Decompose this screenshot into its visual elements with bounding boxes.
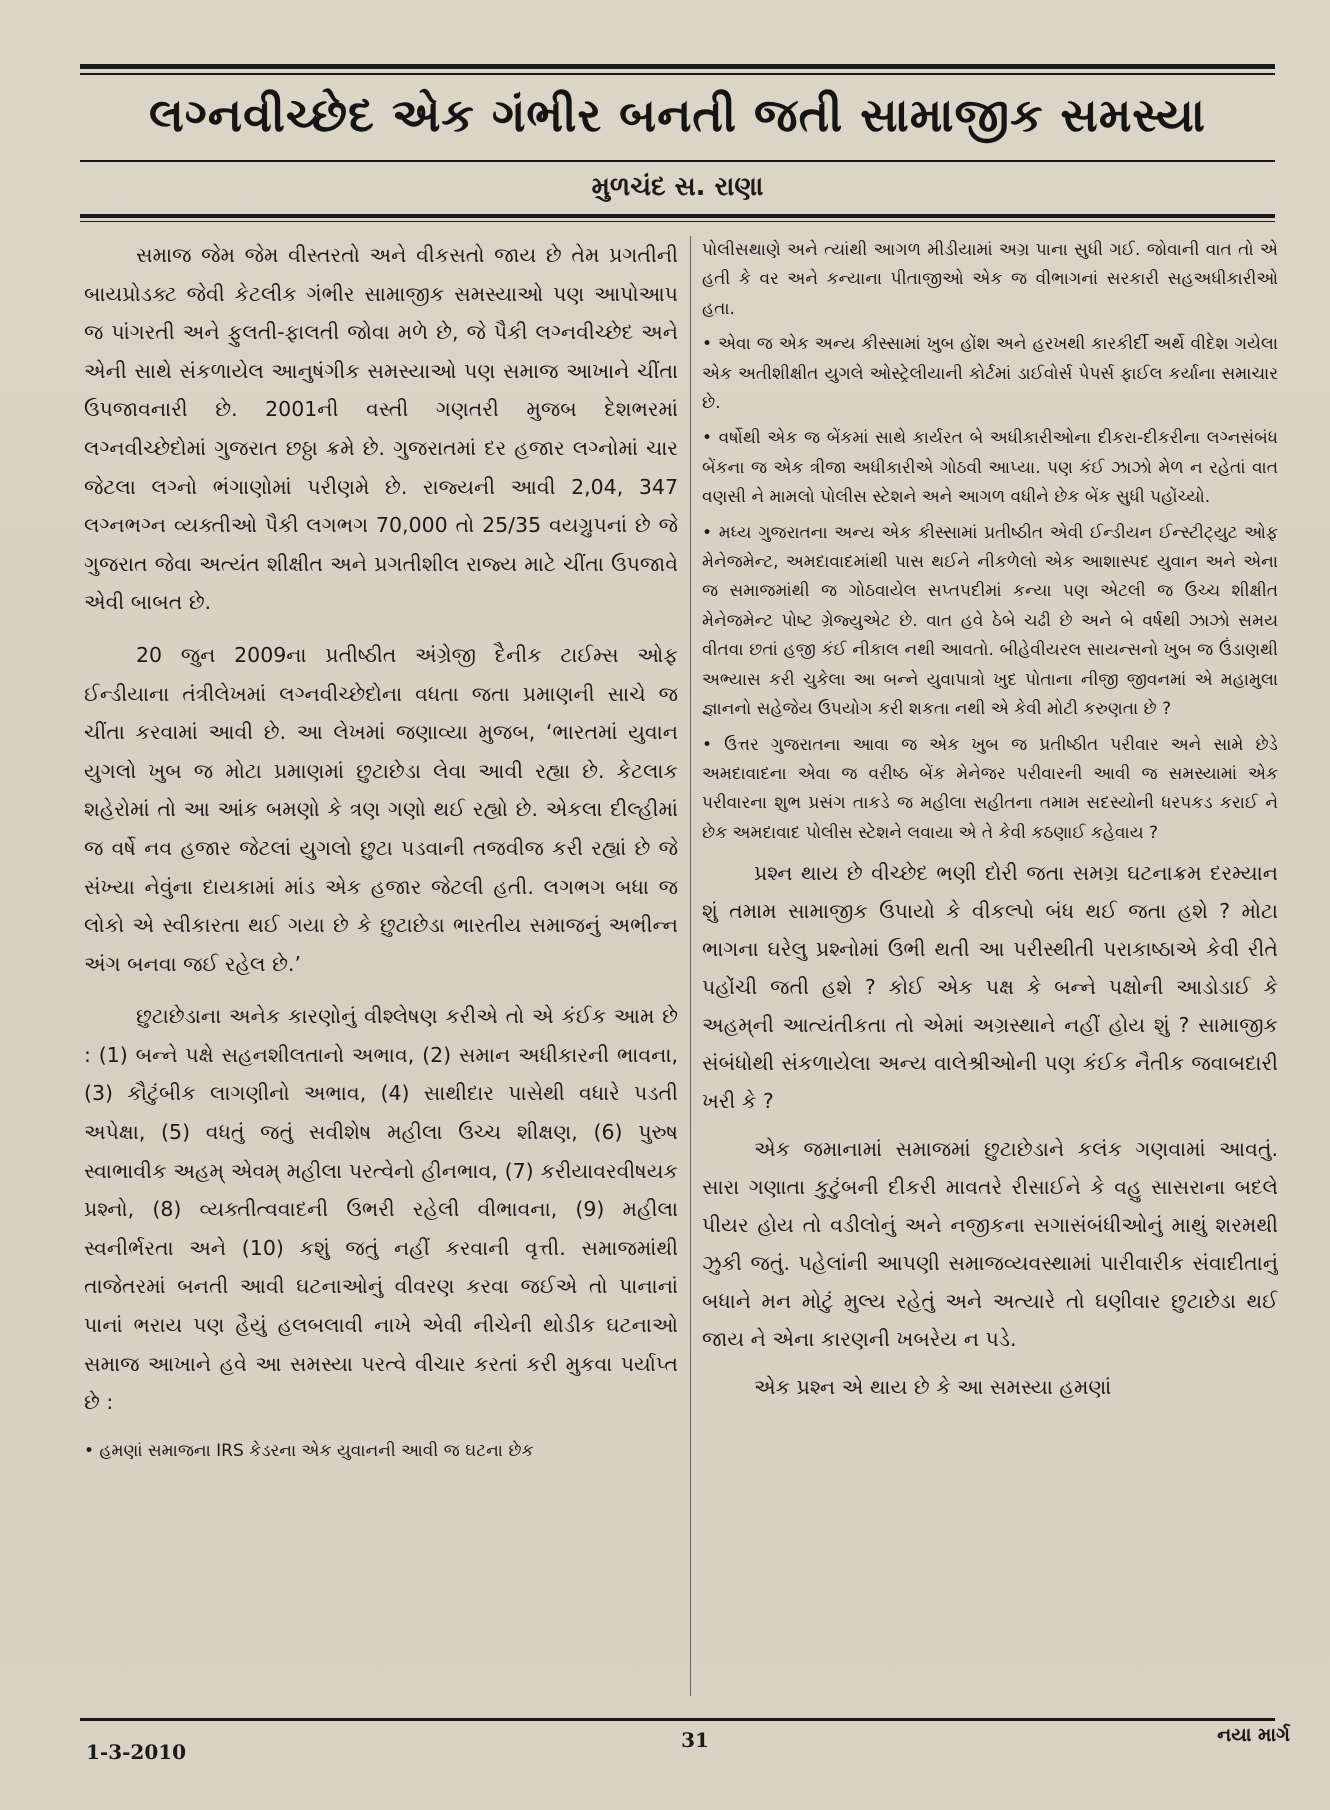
column-divider bbox=[690, 236, 691, 1696]
author-rule-thin bbox=[80, 221, 1275, 222]
author-rule-thick bbox=[80, 214, 1275, 218]
left-paragraph-1: સમાજ જેમ જેમ વીસ્તરતો અને વીકસતો જાય છે તેમ પ્રગતીની બાયપ્રોડક્ટ જેવી કેટલીક ગંભીર સામાજીક સમસ્યાઓ પણ આપોઆપ જ પાંગરતી અને ફુલતી-ફાલતી જોવા મળે છે, જે પૈકી લગ્નવીચ્છેદ અને એની સાથે સંકળાયેલ આનુષંગીક સમસ્યાઓ પણ સમાજ આખાને ચીંતા ઉપજાવનારી છે. 2001ની વસ્તી ગણતરી મુજબ દેશભરમાં લગ્નવીચ્છેદોમાં ગુજરાત છઠ્ઠા ક્રમે છે. ગુજરાતમાં દર હજાર લગ્નોમાં ચાર જેટલા લગ્નો ભંગાણોમાં પરીણમે છે. રાજ્યની આવી 2,04, 347 લગ્નભગ્ન વ્યક્તીઓ પૈકી લગભગ 70,000 તો 25/35 વયગ્રુપનાં છે જે ગુજરાત જેવા અત્યંત શીક્ષીત અને પ્રગતીશીલ રાજ્ય માટે ચીંતા ઉપજાવે એવી બાબત છે. bbox=[84, 243, 678, 615]
left-column bbox=[84, 236, 678, 1702]
top-rule-thin bbox=[80, 73, 1275, 75]
magazine-name: નયા માર્ગ bbox=[1217, 1724, 1290, 1746]
right-column bbox=[702, 236, 1278, 1702]
right-paragraph-2: એક જમાનામાં સમાજમાં છુટાછેડાને કલંક ગણવામાં આવતું. સારા ગણાતા કુટુંબની દીકરી માવતરે રીસાઈને કે વહુ સાસરાના બદલે પીયર હોય તો વડીલોનું અને નજીકના સગાસંબંધીઓનું માથું શરમથી ઝુકી જતું. પહેલાંની આપણી સમાજવ્યવસ્થામાં પારીવારીક સંવાદીતાનું બધાને મન મોટું મુલ્ય રહેતું અને અત્યારે તો ઘણીવાર છુટાછેડા થઈ જાય ને એના કારણની ખબરેય ન પડે. bbox=[702, 1137, 1278, 1352]
right-bullet-2: • વર્ષોથી એક જ બેંકમાં સાથે કાર્યરત બે અધીકારીઓના દીકરા-દીકરીના લગ્નસંબંધ બેંકના જ એક ત્રીજા અધીકારીએ ગોઠવી આપ્યા. પણ કંઈ ઝાઝો મેળ ન રહેતાં વાત વણસી ને મામલો પોલીસ સ્ટેશને અને આગળ વધીને છેક બેંક સુધી પહોંચ્યો. bbox=[702, 428, 1278, 508]
right-bullet-4: • ઉત્તર ગુજરાતના આવા જ એક ખુબ જ પ્રતીષ્ઠીત પરીવાર અને સામે છેડે અમદાવાદના એવા જ વરીષ્ઠ બેંક મેનેજર પરીવારની આવી જ સમસ્યામાં એક પરીવારના શુભ પ્રસંગ તાકડે જ મહીલા સહીતના તમામ સદસ્યોની ધરપકડ કરાઈ ને છેક અમદાવાદ પોલીસ સ્ટેશને લવાયા એ તે કેવી કઠણાઈ કહેવાય ? bbox=[702, 734, 1278, 843]
article-title: લગ્નવીચ્છેદ એક ગંભીર બનતી જતી સામાજીક સમસ્યા bbox=[148, 88, 1207, 142]
left-bullet-irs: • હમણાં સમાજના IRS કેડરના એક યુવાનની આવી જ ઘટના છેક bbox=[84, 1440, 534, 1461]
top-rule-thick bbox=[80, 64, 1275, 69]
page-number: 31 bbox=[681, 1728, 709, 1752]
right-bullet-1: • એવા જ એક અન્ય કીસ્સામાં ખુબ હોંશ અને હરખથી કારકીર્દી અર્થે વીદેશ ગયેલા એક અતીશીક્ષીત યુગલે ઓસ્ટ્રેલીયાની કોર્ટમાં ડાઈવોર્સ પેપર્સ ફાઈલ કર્યાના સમાચાર છે. bbox=[702, 334, 1278, 414]
left-paragraph-2: 20 જુન 2009ના પ્રતીષ્ઠીત અંગ્રેજી દૈનીક ટાઈમ્સ ઓફ ઈન્ડીયાના તંત્રીલેખમાં લગ્નવીચ્છેદોના વધતા જતા પ્રમાણની સાચે જ ચીંતા કરવામાં આવી છે. આ લેખમાં જણાવ્યા મુજબ, ‘ભારતમાં યુવાન યુગલો ખુબ જ મોટા પ્રમાણમાં છુટાછેડા લેવા આવી રહ્યા છે. કેટલાક શહેરોમાં તો આ આંક બમણો કે ત્રણ ગણો થઈ રહ્યો છે. એકલા દીલ્હીમાં જ વર્ષે નવ હજાર જેટલાં યુગલો છુટા પડવાની તજવીજ કરી રહ્યાં છે જે સંખ્યા નેવુંના દાયકામાં માંડ એક હજાર જેટલી હતી. લગભગ બધા જ લોકો એ સ્વીકારતા થઈ ગયા છે કે છુટાછેડા ભારતીય સમાજનું અભીન્ન અંગ બનવા જઈ રહેલ છે.’ bbox=[84, 642, 678, 976]
article-author: મુળચંદ સ. રાણા bbox=[591, 172, 764, 202]
right-paragraph-1: પ્રશ્ન થાય છે વીચ્છેદ ભણી દોરી જતા સમગ્ર ઘટનાક્રમ દરમ્યાન શું તમામ સામાજીક ઉપાયો કે વીકલ્પો બંધ થઈ જતા હશે ? મોટા ભાગના ઘરેલુ પ્રશ્નોમાં ઉભી થતી આ પરીસ્થીતી પરાકાષ્ઠાએ કેવી રીતે પહોંચી જતી હશે ? કોઈ એક પક્ષ કે બન્ને પક્ષોની આડોડાઈ કે અહમ્‌ની આત્યંતીકતા તો એમાં અગ્રસ્થાને નહીં હોય શું ? સામાજીક સંબંધોથી સંકળાયેલા અન્ય વાલેશ્રીઓની પણ કંઈક નૈતીક જવાબદારી ખરી કે ? bbox=[702, 861, 1278, 1114]
bottom-rule bbox=[80, 1718, 1275, 1721]
right-paragraph-3: એક પ્રશ્ન એ થાય છે કે આ સમસ્યા હમણાં bbox=[754, 1375, 1112, 1400]
issue-date: 1-3-2010 bbox=[86, 1740, 187, 1764]
right-lead-text: પોલીસથાણે અને ત્યાંથી આગળ મીડીયામાં અગ્ર પાના સુધી ગઈ. જોવાની વાત તો એ હતી કે વર અને કન્યાના પીતાજીઓ એક જ વીભાગનાં સરકારી સહઅધીકારીઓ હતા. bbox=[702, 240, 1278, 319]
title-rule bbox=[80, 160, 1275, 162]
right-bullet-3: • મધ્ય ગુજરાતના અન્ય એક કીસ્સામાં પ્રતીષ્ઠીત એવી ઈન્ડીયન ઈન્સ્ટીટ્યુટ ઓફ મેનેજમેન્ટ, અમદાવાદમાંથી પાસ થઈને નીકળેલો એક આશાસ્પદ યુવાન અને એના જ સમાજમાંથી જ ગોઠવાયેલ સપ્તપદીમાં કન્યા પણ એટલી જ ઉચ્ચ શીક્ષીત મેનેજમેન્ટ પોષ્ટ ગ્રેજ્યુએટ છે. વાત હવે ઠેબે ચઢી છે અને બે વર્ષથી ઝાઝો સમય વીતવા છતાં હજી કંઈ નીકાલ નથી આવતો. બીહેવીયરલ સાયન્સનો ખુબ જ ઉંડાણથી અભ્યાસ કરી ચુકેલા આ બન્ને યુવાપાત્રો ખુદ પોતાના નીજી જીવનમાં એ મહામુલા જ્ઞાનનો સહેજેય ઉપયોગ કરી શકતા નથી એ કેવી મોટી કરુણતા છે ? bbox=[702, 522, 1278, 720]
left-paragraph-3: છુટાછેડાના અનેક કારણોનું વીશ્લેષણ કરીએ તો એ કંઈક આમ છે : (1) બન્ને પક્ષે સહનશીલતાનો અભાવ, (2) સમાન અધીકારની ભાવના, (3) કૌટુંબીક લાગણીનો અભાવ, (4) સાથીદાર પાસેથી વધારે પડતી અપેક્ષા, (5) વધતું જતું સવીશેષ મહીલા ઉચ્ચ શીક્ષણ, (6) પુરુષ સ્વાભાવીક અહમ્ એવમ્ મહીલા પરત્વેનો હીનભાવ, (7) કરીયાવરવીષયક પ્રશ્નો, (8) વ્યક્તીત્વવાદની ઉભરી રહેલી વીભાવના, (9) મહીલા સ્વનીર્ભરતા અને (10) કશું જતું નહીં કરવાની વૃત્તી. સમાજમાંથી તાજેતરમાં બનતી આવી ઘટનાઓનું વીવરણ કરવા જઈએ તો પાનાનાં પાનાં ભરાય પણ હૈયું હલબલાવી નાખે એવી નીચેની થોડીક ઘટનાઓ સમાજ આખાને હવે આ સમસ્યા પરત્વે વીચાર કરતાં કરી મુકવા પર્યાપ્ત છે : bbox=[84, 1004, 678, 1415]
